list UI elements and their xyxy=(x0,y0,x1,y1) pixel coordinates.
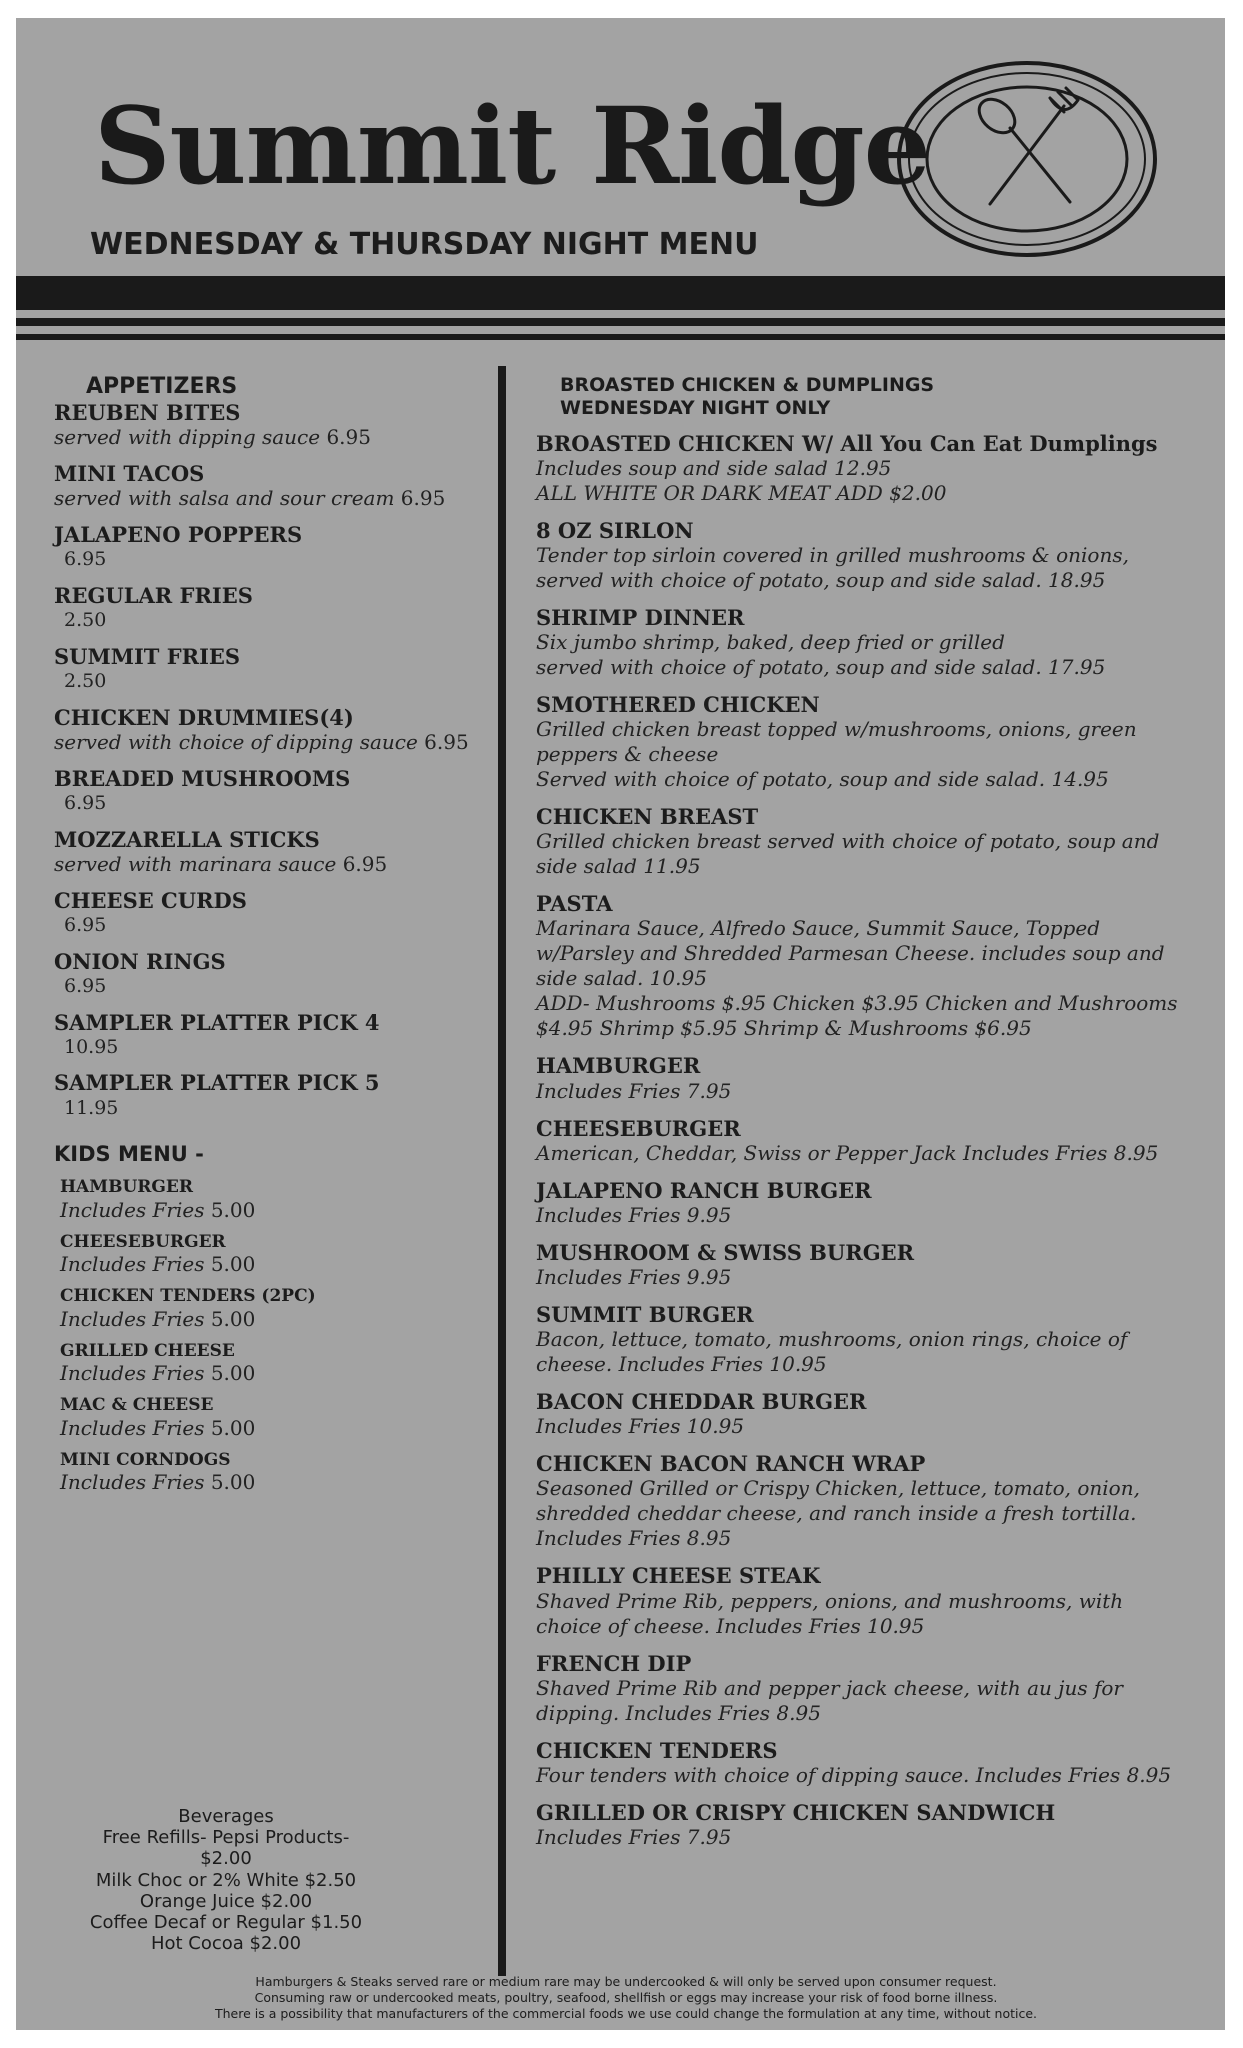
item-price: 11.95 xyxy=(64,1096,119,1119)
item-description-line: Served with choice of potato, soup and side salad. 14.95 xyxy=(536,767,1109,792)
left-column xyxy=(54,374,474,1495)
item-description-line: served with choice of potato, soup and side salad. 17.95 xyxy=(536,655,1106,680)
item-name: JALAPENO POPPERS xyxy=(54,522,303,548)
item-name: JALAPENO RANCH BURGER xyxy=(536,1177,872,1203)
kids-menu-heading: KIDS MENU - xyxy=(54,1142,204,1167)
item-name: CHICKEN BREAST xyxy=(536,804,759,830)
item-description-line: peppers & cheese xyxy=(536,742,719,767)
item-description-line: cheese. Includes Fries 10.95 xyxy=(536,1352,827,1377)
entree-item xyxy=(536,1652,1216,1726)
item-name: CHEESEBURGER xyxy=(60,1231,226,1252)
item-price: 5.00 xyxy=(210,1197,256,1222)
item-description-line: Tender top sirloin covered in grilled mushrooms & onions, xyxy=(536,542,1129,567)
item-description-text: served with choice of dipping sauce xyxy=(54,729,418,754)
entree-item xyxy=(536,1179,1216,1228)
item-description-line: Includes Fries 10.95 xyxy=(536,1414,745,1439)
column-divider xyxy=(498,366,506,1976)
item-description-text: Includes Fries xyxy=(60,1415,205,1440)
item-price: 2.50 xyxy=(64,609,107,632)
item-description-line: Includes Fries 9.95 xyxy=(536,1202,732,1227)
restaurant-title: Summit Ridge xyxy=(94,83,931,208)
item-description-line: Grilled chicken breast topped w/mushrooms, onions, green xyxy=(536,717,1137,742)
item-name: SMOTHERED CHICKEN xyxy=(536,692,820,718)
item-price: 6.95 xyxy=(64,792,107,815)
menu-sheet xyxy=(16,18,1225,2030)
entree-item xyxy=(536,805,1216,879)
item-description xyxy=(54,730,474,755)
item-description-line: Marinara Sauce, Alfredo Sauce, Summit Sauce, Topped xyxy=(536,916,1100,941)
item-description-line: Grilled chicken breast served with choice of potato, soup and xyxy=(536,829,1160,854)
item-description-text: served with dipping sauce xyxy=(54,425,321,450)
item-name: BROASTED CHICKEN W/ All You Can Eat Dumplings xyxy=(536,430,1158,456)
item-description-text: Includes Fries xyxy=(60,1306,205,1331)
appetizer-item xyxy=(54,1011,474,1060)
beverage-line: $2.00 xyxy=(200,1848,252,1870)
beverage-line: Coffee Decaf or Regular $1.50 xyxy=(89,1912,363,1934)
item-description-text: Includes Fries xyxy=(60,1361,205,1386)
item-description xyxy=(60,1198,474,1223)
item-description-line: side salad. 10.95 xyxy=(536,966,707,991)
beverage-line: Orange Juice $2.00 xyxy=(139,1890,313,1912)
item-description xyxy=(60,1416,474,1441)
entree-item xyxy=(536,519,1216,593)
item-name: REUBEN BITES xyxy=(54,400,241,425)
entree-item xyxy=(536,1452,1216,1551)
item-name: CHICKEN DRUMMIES(4) xyxy=(54,704,354,730)
item-name: SAMPLER PLATTER PICK 5 xyxy=(54,1070,380,1096)
item-description-text: Includes Fries xyxy=(60,1252,205,1277)
item-description-line: Includes Fries 8.95 xyxy=(536,1526,732,1551)
item-price: 5.00 xyxy=(210,1252,256,1277)
beverage-line: Free Refills- Pepsi Products- xyxy=(102,1827,350,1849)
item-name: REGULAR FRIES xyxy=(54,583,253,609)
item-name: BREADED MUSHROOMS xyxy=(54,765,351,791)
kids-item xyxy=(60,1451,474,1496)
entree-item xyxy=(536,1303,1216,1377)
kids-item xyxy=(60,1233,474,1278)
item-name: CHICKEN TENDERS xyxy=(536,1737,778,1763)
header-rule xyxy=(16,318,1225,326)
fork-and-spoon-plate-icon xyxy=(892,54,1162,264)
appetizer-item xyxy=(54,950,474,999)
appetizer-item xyxy=(54,828,474,877)
item-price: 6.95 xyxy=(64,548,107,571)
entrees-list xyxy=(536,432,1216,1850)
item-description-line: shredded cheddar cheese, and ranch inside a fresh tortilla. xyxy=(536,1501,1137,1526)
menu-subtitle: WEDNESDAY & THURSDAY NIGHT MENU xyxy=(90,227,759,262)
item-price: 6.95 xyxy=(64,914,107,937)
item-description-line: Includes Fries 9.95 xyxy=(536,1265,732,1289)
item-price: 6.95 xyxy=(400,486,446,511)
item-name: MUSHROOM & SWISS BURGER xyxy=(536,1239,915,1265)
item-price: 6.95 xyxy=(64,974,107,997)
item-description-text: Includes Fries xyxy=(60,1197,205,1222)
header-band xyxy=(16,276,1225,310)
entree-item xyxy=(536,892,1216,1041)
item-name: BACON CHEDDAR BURGER xyxy=(536,1389,867,1415)
item-description-line: Bacon, lettuce, tomato, mushrooms, onion rings, choice of xyxy=(536,1327,1128,1352)
disclaimer-line: There is a possibility that manufacturers of the commercial foods we use could change the formulation at any time, without notice. xyxy=(214,2006,1038,2021)
kids-item xyxy=(60,1178,474,1223)
item-description-line: Shaved Prime Rib, peppers, onions, and mushrooms, with xyxy=(536,1588,1124,1613)
item-price: 10.95 xyxy=(64,1035,119,1058)
item-description xyxy=(54,852,474,877)
appetizer-item xyxy=(54,889,474,938)
item-description-text: Includes Fries xyxy=(60,1470,205,1495)
entree-item xyxy=(536,1390,1216,1439)
kids-item xyxy=(60,1287,474,1332)
item-description-line: choice of cheese. Includes Fries 10.95 xyxy=(536,1613,925,1638)
item-description-text: served with salsa and sour cream xyxy=(54,486,395,511)
item-price: 6.95 xyxy=(424,729,469,754)
beverage-line: Milk Choc or 2% White $2.50 xyxy=(95,1869,357,1891)
item-name: PHILLY CHEESE STEAK xyxy=(536,1563,821,1589)
item-name: SHRIMP DINNER xyxy=(536,604,745,630)
item-name: MAC & CHEESE xyxy=(60,1395,214,1416)
item-name: GRILLED OR CRISPY CHICKEN SANDWICH xyxy=(536,1799,1056,1825)
item-price: 5.00 xyxy=(210,1470,256,1495)
item-description xyxy=(54,425,474,450)
entree-item xyxy=(536,693,1216,792)
item-name: CHEESE CURDS xyxy=(54,887,247,913)
item-description xyxy=(54,486,474,511)
special-heading-line: BROASTED CHICKEN & DUMPLINGS xyxy=(560,374,935,396)
item-name: HAMBURGER xyxy=(60,1177,193,1198)
appetizer-item xyxy=(54,706,474,755)
appetizer-item xyxy=(54,645,474,694)
item-name: ONION RINGS xyxy=(54,948,226,974)
entree-item xyxy=(536,1241,1216,1290)
appetizer-item xyxy=(54,584,474,633)
item-description-line: Four tenders with choice of dipping sauce. Includes Fries 8.95 xyxy=(536,1762,1172,1787)
header-rule xyxy=(16,334,1225,340)
item-description-line: Shaved Prime Rib and pepper jack cheese, with au jus for xyxy=(536,1675,1123,1700)
kids-menu-list xyxy=(54,1178,474,1495)
special-heading xyxy=(560,374,1216,420)
item-price: 5.00 xyxy=(210,1415,256,1440)
item-price: 6.95 xyxy=(326,425,371,450)
item-name: GRILLED CHEESE xyxy=(60,1340,235,1361)
item-price: 5.00 xyxy=(210,1306,256,1331)
item-description xyxy=(60,1361,474,1386)
item-name: CHICKEN TENDERS (2PC) xyxy=(60,1286,316,1307)
disclaimer-footer xyxy=(76,1974,1176,2022)
item-name: PASTA xyxy=(536,891,613,917)
disclaimer-line: Consuming raw or undercooked meats, poultry, seafood, shellfish or eggs may increase your risk of food borne illness. xyxy=(254,1990,998,2005)
special-heading-line: WEDNESDAY NIGHT ONLY xyxy=(560,396,831,419)
item-description-line: Includes soup and side salad 12.95 xyxy=(536,455,892,480)
item-price: 2.50 xyxy=(64,670,107,693)
item-name: HAMBURGER xyxy=(536,1053,701,1079)
item-description-line: served with choice of potato, soup and side salad. 18.95 xyxy=(536,567,1106,592)
item-name: MINI TACOS xyxy=(54,461,205,487)
appetizers-heading: APPETIZERS xyxy=(86,374,238,399)
entree-item xyxy=(536,1117,1216,1166)
appetizer-item xyxy=(54,462,474,511)
item-price: 5.00 xyxy=(210,1361,256,1386)
item-description-line: Seasoned Grilled or Crispy Chicken, lettuce, tomato, onion, xyxy=(536,1476,1140,1501)
item-description-text: served with marinara sauce xyxy=(54,851,337,876)
appetizers-list xyxy=(54,401,474,1120)
item-description-line: American, Cheddar, Swiss or Pepper Jack Includes Fries 8.95 xyxy=(536,1140,1159,1165)
item-description-line: Includes Fries 7.95 xyxy=(536,1078,732,1103)
beverage-line: Beverages xyxy=(178,1806,274,1827)
right-column xyxy=(536,374,1216,1850)
appetizer-item xyxy=(54,401,474,450)
kids-item xyxy=(60,1342,474,1387)
item-description-line: $4.95 Shrimp $5.95 Shrimp & Mushrooms $6.95 xyxy=(536,1016,1032,1041)
item-name: MOZZARELLA STICKS xyxy=(54,826,320,852)
item-name: FRENCH DIP xyxy=(536,1650,692,1676)
item-description xyxy=(60,1470,474,1495)
item-description xyxy=(60,1307,474,1332)
item-name: SUMMIT BURGER xyxy=(536,1302,754,1327)
item-name: MINI CORNDOGS xyxy=(60,1449,231,1470)
item-description-line: ALL WHITE OR DARK MEAT ADD $2.00 xyxy=(536,480,947,505)
item-description-line: side salad 11.95 xyxy=(536,854,701,879)
item-name: CHEESEBURGER xyxy=(536,1115,741,1141)
entree-item xyxy=(536,1054,1216,1103)
item-name: SAMPLER PLATTER PICK 4 xyxy=(54,1009,380,1035)
item-name: SUMMIT FRIES xyxy=(54,643,241,669)
item-description-line: w/Parsley and Shredded Parmesan Cheese. includes soup and xyxy=(536,941,1165,966)
item-price: 6.95 xyxy=(342,851,388,876)
entree-item xyxy=(536,1801,1216,1850)
appetizer-item xyxy=(54,767,474,816)
beverages-block xyxy=(56,1806,396,1955)
appetizer-item xyxy=(54,1071,474,1120)
item-description-line: ADD- Mushrooms $.95 Chicken $3.95 Chicken and Mushrooms xyxy=(536,991,1178,1016)
entree-item xyxy=(536,606,1216,680)
entree-item xyxy=(536,1564,1216,1638)
entree-item xyxy=(536,432,1216,506)
item-description-line: Includes Fries 7.95 xyxy=(536,1824,732,1849)
disclaimer-line: Hamburgers & Steaks served rare or medium rare may be undercooked & will only be served upon consumer request. xyxy=(255,1974,997,1989)
item-description-line: dipping. Includes Fries 8.95 xyxy=(536,1700,821,1725)
item-description-line: Six jumbo shrimp, baked, deep fried or grilled xyxy=(536,630,1005,655)
entree-item xyxy=(536,1739,1216,1788)
appetizer-item xyxy=(54,523,474,572)
kids-item xyxy=(60,1396,474,1441)
beverage-line: Hot Cocoa $2.00 xyxy=(150,1933,302,1955)
item-description xyxy=(60,1252,474,1277)
item-name: 8 OZ SIRLON xyxy=(536,517,694,543)
item-name: CHICKEN BACON RANCH WRAP xyxy=(536,1451,926,1477)
